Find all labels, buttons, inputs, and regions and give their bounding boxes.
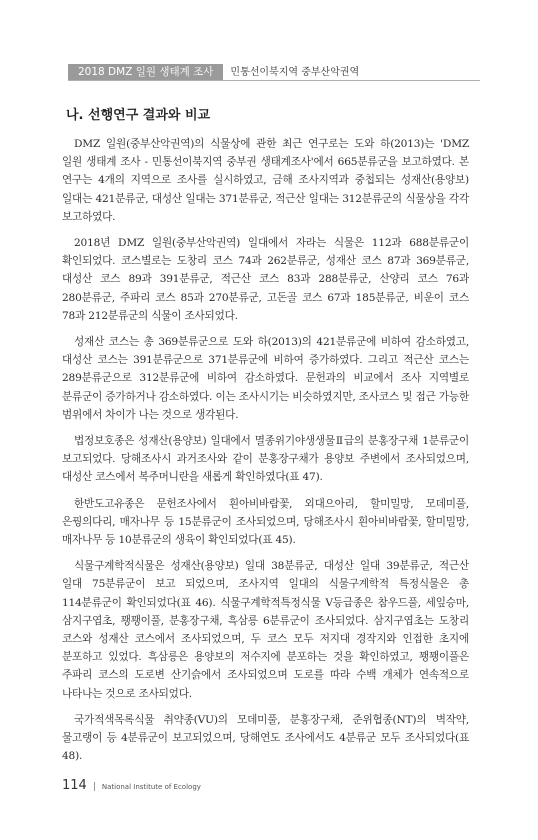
section-title: 나. 선행연구 결과와 비교 [66,108,211,123]
header-divider [68,80,480,81]
paragraph: 식물구계학적식물은 성재산(용양보) 일대 38분류군, 대성산 일대 39분류군, 적근산 일대 75분류군이 보고 되었으며, 조사지역 일대의 식물구계학적 특정식물은 총 114분류군이 확인되었다(표 46). 식물구계학적특정식물 V등급종은 참우드풀, 세잎승마, 삼지구엽초, 꽹꽹이풀, 분홍장구채, 흑삼릉 6분류군이 조사되었다. 삼지구엽초는 도창리 코스와 성재산 코스에서 조사되었으며, 두 코스 모두 저지대 경작지와 인접한 초지에 분포하고 있었다. 흑삼릉은 용양보의 저수지에 분포하는 것을 확인하였고, 꽹꽹이풀은 주파리 코스의 도로변 산기슭에서 조사되었으며 도로를 따라 수백 개체가 연속적으로 나타나는 것으로 조사되었다. [62,560,469,700]
paragraph: 2018년 DMZ 일원(중부산악권역) 일대에서 자라는 식물은 112과 688분류군이 확인되었다. 코스별로는 도창리 코스 74과 262분류군, 성재산 코스 87과 369분류군, 대성산 코스 89과 391분류군, 적근산 코스 83과 288분류군, 산양리 코스 76과 280분류군, 주파리 코스 85과 270분류군, 고돈골 코스 67과 185분류군, 비운이 코스 78과 212분류군의 식물이 조사되었다. [62,237,469,322]
paragraph: 한반도고유종은 문헌조사에서 흰아비바람꽃, 외대으아리, 할미밀망, 모데미풀, 은꿩의다리, 매자나무 등 15분류군이 조사되었으며, 당해조사시 흰아비바람꽃, 할미밀망, 매자나무 등 10분류군의 생육이 확인되었다(표 45). [62,497,469,547]
paragraph: 성재산 코스는 총 369분류군으로 도와 하(2013)의 421분류군에 비하여 감소하였고, 대성산 코스는 391분류군으로 371분류군에 비하여 증가하였다. 그리고 적근산 코스는 289분류군으로 312분류군에 비하여 감소하였다. 문헌과의 비교에서 조사 지역별로 분류군이 증가하거나 감소하였다. 이는 조사시기는 비슷하였지만, 조사코스 및 접근 가능한 범위에서 차이가 나는 것으로 생각된다. [62,336,469,421]
page-number: 114 [62,778,87,793]
paragraph: 국가적색목록식물 취약종(VU)의 모데미풀, 분홍장구채, 준위협종(NT)의 벽작약, 물고랭이 등 4분류군이 보고되었으며, 당해연도 조사에서도 4분류군 모두 조사되었다(표 48). [62,713,469,763]
body-text [62,135,469,774]
page-footer [62,778,201,793]
footer-separator: | [92,782,96,792]
header-report-title: 2018 DMZ 일원 생태계 조사 [68,64,223,81]
paragraph: DMZ 일원(중부산악권역)의 식물상에 관한 최근 연구로는 도와 하(2013)는 'DMZ 일원 생태계 조사 - 민통선이북지역 중부권 생태계조사'에서 665분류군을 보고하였다. 본 연구는 4개의 지역으로 조사를 실시하였고, 금해 조사지역과 중첩되는 성재산(용양보) 일대는 421분류군, 대성산 일대는 371분류군, 적근산 일대는 312분류군의 식물상을 각각 보고하였다. [62,138,469,223]
footer-organization: National Institute of Ecology [101,783,201,791]
paragraph: 법정보호종은 성재산(용양보) 일대에서 멸종위기야생생물Ⅱ급의 분홍장구채 1분류군이 보고되었다. 당해조사시 과거조사와 같이 분홍장구채가 용양보 주변에서 조사되었으며, 대성산 코스에서 복주머니란을 새롭게 확인하였다(표 47). [62,435,469,484]
running-header [68,64,480,81]
header-region-title: 민통선이북지역 중부산악권역 [230,67,360,78]
